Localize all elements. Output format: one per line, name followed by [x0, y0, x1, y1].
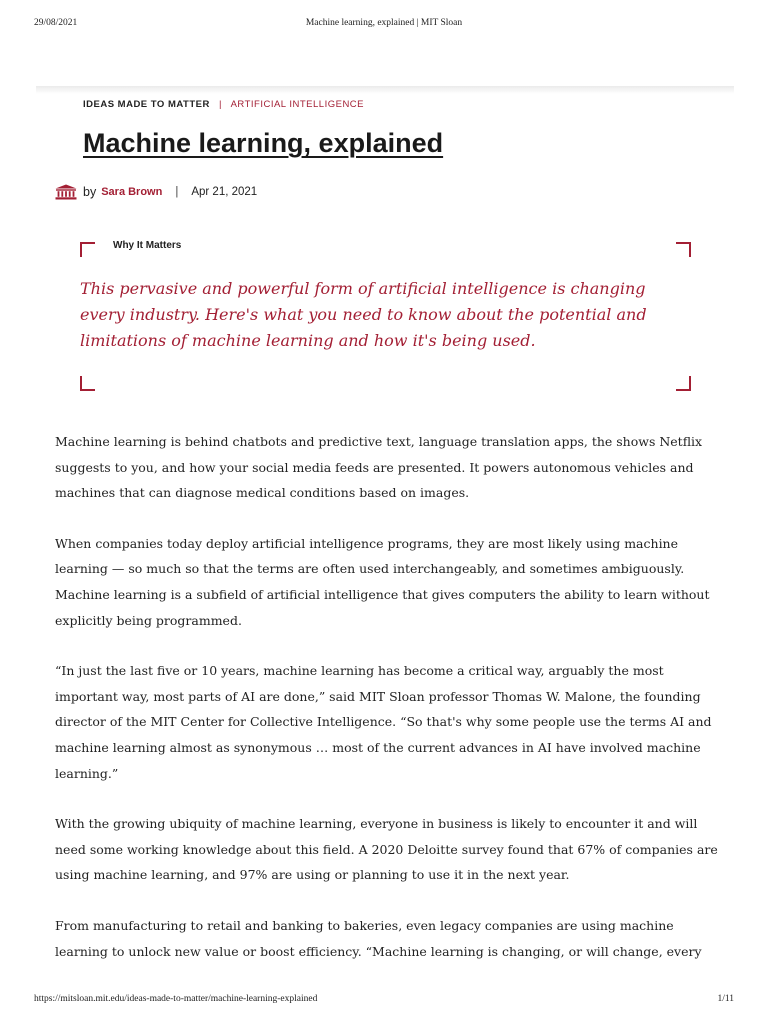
bracket-bottom-right	[676, 376, 691, 391]
publish-date: Apr 21, 2021	[191, 186, 258, 198]
article-paragraph: From manufacturing to retail and banking to bakeries, even legacy companies are using machine learning to unlock new value or boost efficiency. “Machine learning is changing, or will change, every	[55, 917, 702, 959]
article-paragraph: “In just the last five or 10 years, machine learning has become a critical way, arguably the most important way, most parts of AI are done,” said MIT Sloan professor Thomas W. Malone, the founding director of the MIT Center for Collective Intelligence. “So that's why some people use the terms AI and machine learning almost as synonymous … most of the current advances in AI have involved machine learning.”	[55, 663, 712, 781]
author-link[interactable]: Sara Brown	[101, 186, 163, 198]
page-title: Machine learning, explained	[83, 128, 444, 158]
article-body	[55, 429, 720, 989]
print-footer	[34, 994, 734, 1006]
print-page-title: Machine learning, explained | MIT Sloan	[305, 18, 463, 28]
why-it-matters-text: This pervasive and powerful form of artificial intelligence is changing every industry. Here's what you need to know about the potential and limitations of machine learning and how it's being used.	[80, 279, 647, 350]
breadcrumb	[83, 99, 364, 110]
print-header	[34, 18, 734, 30]
bank-icon	[55, 184, 77, 200]
byline-by: by	[83, 185, 97, 199]
article-paragraph: Machine learning is behind chatbots and predictive text, language translation apps, the shows Netflix suggests to you, and how your social media feeds are presented. It powers autonomous vehicles and machines that can diagnose medical conditions based on images.	[55, 434, 703, 501]
article-paragraph: When companies today deploy artificial intelligence programs, they are most likely using machine learning — so much so that the terms are often used interchangeably, and sometimes ambiguously. Machine learning is a subfield of artificial intelligence that gives computers the ability to learn without explicitly being programmed.	[55, 535, 710, 628]
bracket-top-left	[80, 242, 95, 257]
site-header-shadow	[36, 86, 734, 94]
byline-separator: |	[175, 186, 179, 198]
breadcrumb-section-link[interactable]: IDEAS MADE TO MATTER	[83, 99, 210, 110]
byline	[55, 183, 257, 201]
why-it-matters-label: Why It Matters	[113, 240, 182, 251]
bracket-bottom-left	[80, 376, 95, 391]
bracket-top-right	[676, 242, 691, 257]
breadcrumb-topic-link[interactable]: ARTIFICIAL INTELLIGENCE	[230, 99, 365, 110]
breadcrumb-separator: |	[218, 99, 222, 110]
print-date: 29/08/2021	[34, 18, 78, 28]
page-number: 1/11	[717, 994, 734, 1004]
article-paragraph: With the growing ubiquity of machine learning, everyone in business is likely to encounter it and will need some working knowledge about this field. A 2020 Deloitte survey found that 67% of companies are using machine learning, and 97% are using or planning to use it in the next year.	[55, 816, 718, 883]
page-url: https://mitsloan.mit.edu/ideas-made-to-matter/machine-learning-explained	[34, 994, 318, 1004]
